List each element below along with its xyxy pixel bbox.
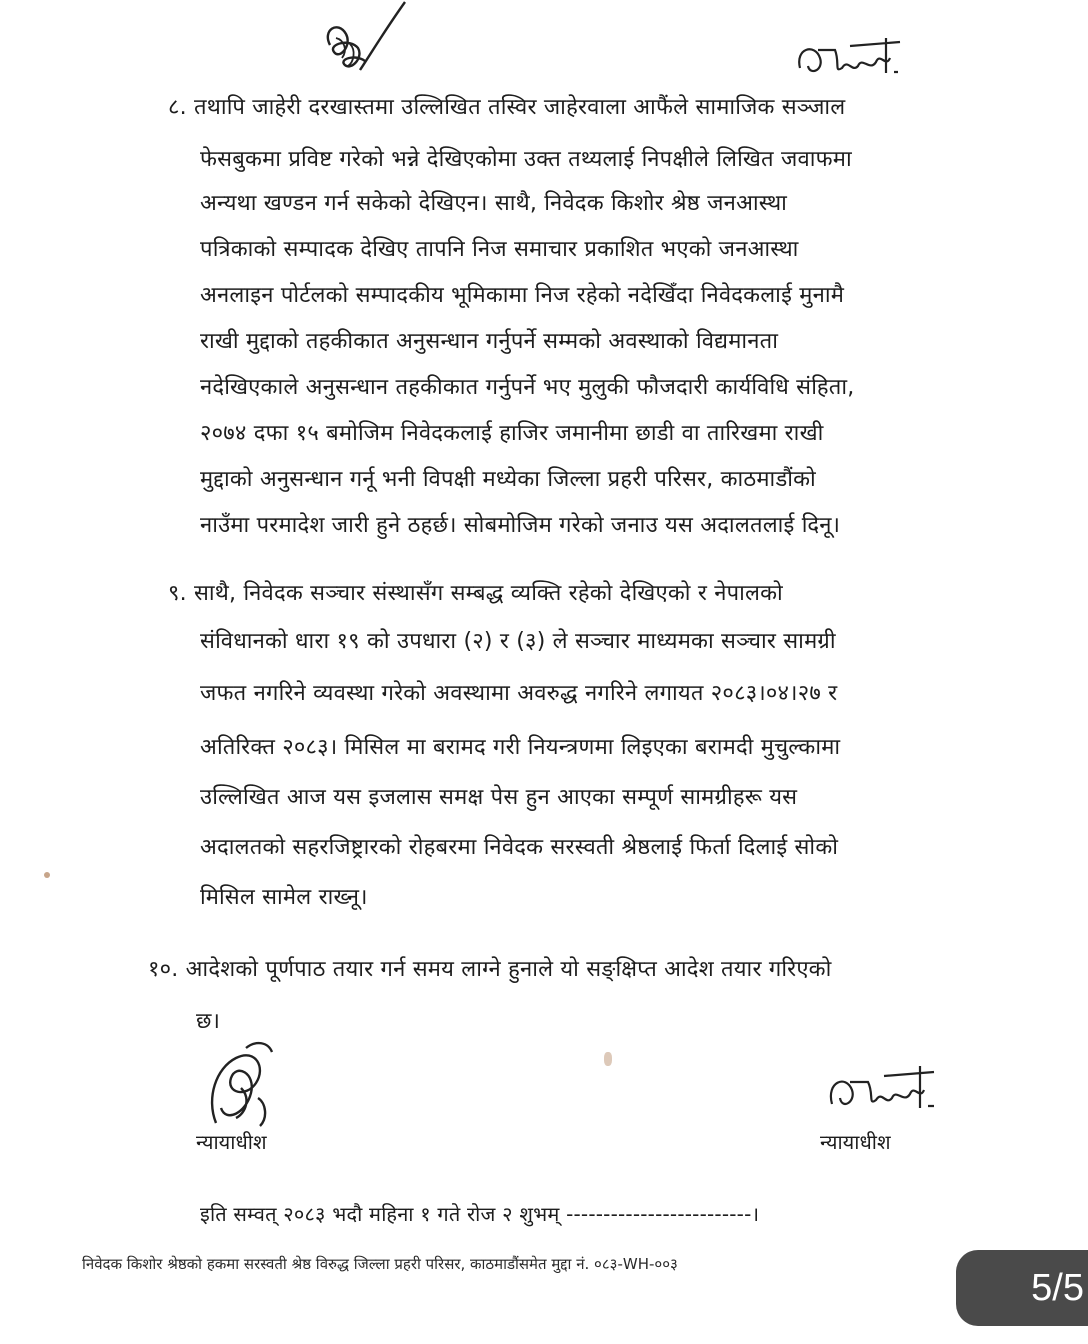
margin-mark xyxy=(44,872,50,878)
case-footer: निवेदक किशोर श्रेष्ठको हकमा सरस्वती श्रेष्ठ विरुद्ध जिल्ला प्रहरी परिसर, काठमाडौंसमेत मुद्दा नं. ०८३-WH-००३ xyxy=(82,1255,678,1273)
paragraph-9-line-1: ९. साथै, निवेदक सञ्चार संस्थासँग सम्बद्ध व्यक्ति रहेको देखिएको र नेपालको xyxy=(168,581,783,606)
paragraph-9-line-6: अदालतको सहरजिष्ट्रारको रोहबरमा निवेदक सरस्वती श्रेष्ठलाई फिर्ता दिलाई सोको xyxy=(200,835,839,860)
paragraph-8-line-3: अन्यथा खण्डन गर्न सकेको देखिएन। साथै, निवेदक किशोर श्रेष्ठ जनआस्था xyxy=(200,191,788,216)
left-judge-signature xyxy=(196,1028,306,1138)
paragraph-10-line-2: छ। xyxy=(196,1009,221,1034)
paragraph-8-line-10: नाउँमा परमादेश जारी हुने ठहर्छ। सोबमोजिम गरेको जनाउ यस अदालतलाई दिनू। xyxy=(200,513,841,538)
right-judge-signature xyxy=(822,1054,952,1124)
paragraph-8-line-8: २०७४ दफा १५ बमोजिम निवेदकलाई हाजिर जमानीमा छाडी वा तारिखमा राखी xyxy=(200,421,824,446)
closing-line: इति सम्वत् २०८३ भदौ महिना १ गते रोज २ शुभम् -------------------------। xyxy=(200,1202,760,1226)
left-judge-label: न्यायाधीश xyxy=(196,1130,267,1154)
paragraph-8-line-6: राखी मुद्दाको तहकीकात अनुसन्धान गर्नुपर्ने सम्मको अवस्थाको विद्यमानता xyxy=(200,329,779,354)
paragraph-9-line-5: उल्लिखित आज यस इजलास समक्ष पेस हुन आएका सम्पूर्ण सामग्रीहरू यस xyxy=(200,785,798,810)
paragraph-8-line-9: मुद्दाको अनुसन्धान गर्नू भनी विपक्षी मध्येका जिल्ला प्रहरी परिसर, काठमाडौंको xyxy=(200,467,816,492)
paragraph-9-line-3: जफत नगरिने व्यवस्था गरेको अवस्थामा अवरुद्ध नगरिने लगायत २०८३।०४।२७ र xyxy=(200,681,838,706)
paragraph-9-line-7: मिसिल सामेल राख्नू। xyxy=(200,885,368,910)
paragraph-8-line-7: नदेखिएकाले अनुसन्धान तहकीकात गर्नुपर्ने भए मुलुकी फौजदारी कार्यविधि संहिता, xyxy=(200,375,855,400)
page-indicator-text: 5/5 xyxy=(1031,1266,1084,1309)
paragraph-8-line-2: फेसबुकमा प्रविष्ट गरेको भन्ने देखिएकोमा उक्त तथ्यलाई निपक्षीले लिखित जवाफमा xyxy=(200,147,852,172)
paragraph-8-line-1: ८. तथापि जाहेरी दरखास्तमा उल्लिखित तस्विर जाहेरवाला आफैंले सामाजिक सञ्जाल xyxy=(168,95,846,120)
right-judge-label: न्यायाधीश xyxy=(820,1130,891,1154)
paragraph-9-line-2: संविधानको धारा १९ को उपधारा (२) र (३) ले सञ्चार माध्यमका सञ्चार सामग्री xyxy=(200,629,836,654)
margin-mark xyxy=(604,1052,612,1066)
paragraph-8-line-5: अनलाइन पोर्टलको सम्पादकीय भूमिकामा निज रहेको नदेखिँदा निवेदकलाई मुनामै xyxy=(200,283,845,308)
page-indicator-badge xyxy=(956,1250,1088,1326)
top-left-signature xyxy=(300,0,420,95)
top-right-signature xyxy=(790,28,920,88)
paragraph-10-line-1: १०. आदेशको पूर्णपाठ तयार गर्न समय लाग्ने हुनाले यो सङ्क्षिप्त आदेश तयार गरिएको xyxy=(148,957,832,982)
paragraph-8-line-4: पत्रिकाको सम्पादक देखिए तापनि निज समाचार प्रकाशित भएको जनआस्था xyxy=(200,237,799,262)
paragraph-9-line-4: अतिरिक्त २०८३। मिसिल मा बरामद गरी नियन्त्रणमा लिइएका बरामदी मुचुल्कामा xyxy=(200,735,841,760)
